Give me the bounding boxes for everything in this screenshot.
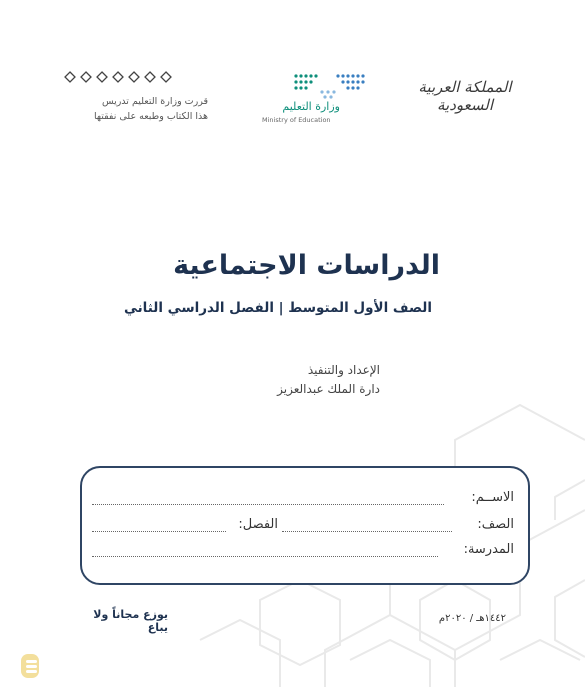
- decree-line-2: هذا الكتاب وطبعه على نفقتها: [93, 111, 208, 122]
- class-field[interactable]: [282, 531, 452, 532]
- school-field[interactable]: [92, 556, 438, 557]
- name-field[interactable]: [92, 504, 444, 505]
- name-label: الاســم:: [471, 490, 514, 505]
- book-subtitle: الصف الأول المتوسط | الفصل الدراسي الثاني: [123, 300, 432, 316]
- ministry-name-english: Ministry of Education: [262, 116, 331, 124]
- free-distribution-note: يوزع مجاناً ولا يباع: [93, 608, 168, 634]
- corner-logo-icon: [18, 651, 42, 681]
- prepared-by-label: الإعداد والتنفيذ: [307, 363, 380, 377]
- class-label: الصف:: [477, 517, 514, 532]
- ministry-name-arabic: وزارة التعليم: [282, 100, 340, 113]
- school-label: المدرسة:: [463, 542, 514, 557]
- publication-date: ١٤٤٢هـ / ٢٠٢٠م: [438, 613, 506, 624]
- section-label: الفصل:: [238, 517, 278, 532]
- decree-text: [58, 94, 208, 124]
- decree-line-1: قررت وزارة التعليم تدريس: [101, 96, 208, 107]
- ministry-of-education-logo-icon: [292, 70, 366, 100]
- kingdom-calligraphy-logo: [410, 78, 520, 114]
- student-info-box: [80, 466, 530, 585]
- kingdom-name: المملكة العربية السعودية: [418, 78, 512, 114]
- section-field[interactable]: [92, 531, 226, 532]
- prepared-by-value: دارة الملك عبدالعزيز: [277, 382, 380, 396]
- book-title: الدراسات الاجتماعية: [173, 250, 440, 281]
- diamond-row-ornament: [62, 70, 182, 84]
